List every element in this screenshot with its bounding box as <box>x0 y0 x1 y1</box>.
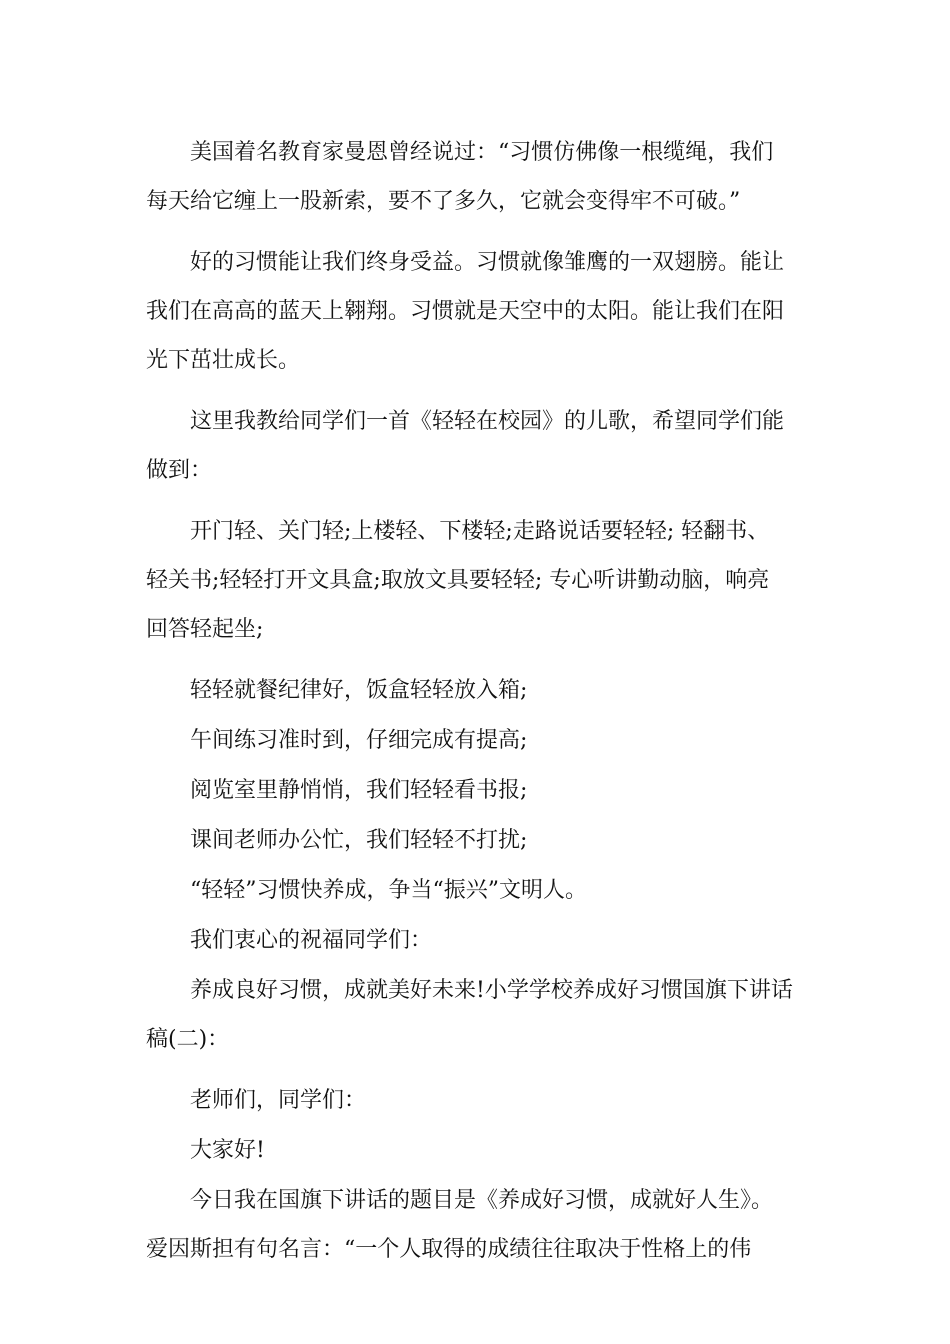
text-line: 午间练习准时到，仔细完成有提高; <box>190 728 528 753</box>
text-line: 美国着名教育家曼恩曾经说过：“习惯仿佛像一根缆绳，我们 <box>190 140 774 165</box>
text-line: 今日我在国旗下讲话的题目是《养成好习惯，成就好人生》。 <box>190 1188 774 1213</box>
text-line: 我们衷心的祝福同学们： <box>190 928 433 953</box>
text-line: 好的习惯能让我们终身受益。习惯就像雏鹰的一双翅膀。能让 <box>190 250 785 275</box>
paragraph <box>146 916 810 965</box>
text-line: 开门轻、关门轻;上楼轻、下楼轻;走路说话要轻轻; 轻翻书、 <box>190 519 770 544</box>
text-line: 光下茁壮成长。 <box>146 348 301 373</box>
paragraph <box>146 866 810 915</box>
text-line: 爱因斯担有句名言：“一个人取得的成绩往往取决于性格上的伟 <box>146 1237 752 1262</box>
text-line: 老师们，同学们： <box>190 1088 367 1113</box>
paragraph <box>146 1076 810 1125</box>
text-line: 每天给它缠上一股新索，要不了多久，它就会变得牢不可破。” <box>146 189 741 214</box>
text-line: 回答轻起坐; <box>146 617 264 642</box>
paragraph <box>146 128 810 226</box>
text-line: 轻轻就餐纪律好，饭盒轻轻放入箱; <box>190 678 528 703</box>
text-line: 阅览室里静悄悄，我们轻轻看书报; <box>190 778 528 803</box>
text-line: “轻轻”习惯快养成，争当“振兴”文明人。 <box>190 878 587 903</box>
text-line: 轻关书;轻轻打开文具盒;取放文具要轻轻; 专心听讲勤动脑，响亮 <box>146 568 770 593</box>
text-line: 大家好! <box>190 1138 265 1163</box>
text-line: 养成良好习惯，成就美好未来!小学学校养成好习惯国旗下讲话 <box>190 978 793 1003</box>
text-line: 这里我教给同学们一首《轻轻在校园》的儿歌，希望同学们能 <box>190 409 785 434</box>
paragraph <box>146 1126 810 1175</box>
paragraph <box>146 766 810 815</box>
document-body <box>146 128 810 1286</box>
paragraph <box>146 397 810 495</box>
paragraph <box>146 966 810 1064</box>
paragraph <box>146 238 810 385</box>
paragraph <box>146 1176 810 1274</box>
paragraph <box>146 507 810 654</box>
text-line: 稿(二)： <box>146 1027 230 1052</box>
text-line: 课间老师办公忙，我们轻轻不打扰; <box>190 828 528 853</box>
paragraph <box>146 816 810 865</box>
text-line: 我们在高高的蓝天上翱翔。习惯就是天空中的太阳。能让我们在阳 <box>146 299 785 324</box>
paragraph <box>146 716 810 765</box>
text-line: 做到： <box>146 458 213 483</box>
paragraph <box>146 666 810 715</box>
